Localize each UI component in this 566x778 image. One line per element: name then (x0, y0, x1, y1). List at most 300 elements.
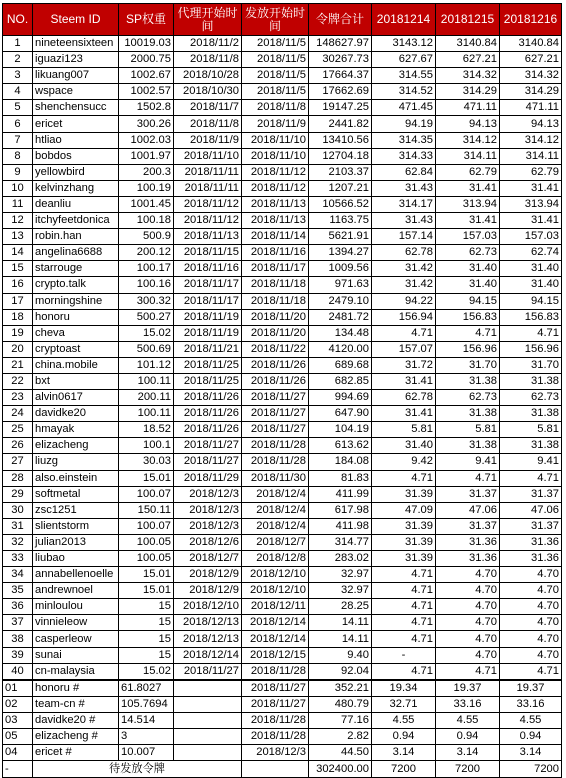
table-row (3, 100, 562, 116)
cell-total: 1009.56 (309, 261, 372, 277)
table-row (3, 373, 562, 389)
cell-proxy-start: 2018/11/29 (174, 470, 242, 486)
cell-total: 2441.82 (309, 116, 372, 132)
cell-date-1: 627.67 (372, 52, 436, 68)
table-row (3, 631, 562, 647)
cell-proxy-start: 2018/12/7 (174, 551, 242, 567)
cell-issue-start: 2018/12/10 (242, 567, 309, 583)
cell-steem-id: bobdos (33, 148, 119, 164)
cell-date-3: 31.36 (500, 551, 562, 567)
cell-proxy-start: 2018/11/16 (174, 261, 242, 277)
cell-sp: 61.8027 (119, 680, 174, 697)
cell-date-3: 47.06 (500, 502, 562, 518)
cell-issue-start: 2018/11/18 (242, 293, 309, 309)
cell-issue-start: 2018/12/4 (242, 502, 309, 518)
cell-date-3: 471.11 (500, 100, 562, 116)
cell-total: 617.98 (309, 502, 372, 518)
cell-issue-start: 2018/11/18 (242, 277, 309, 293)
cell-date-1: 5.81 (372, 422, 436, 438)
cell-steem-id: starrouge (33, 261, 119, 277)
table-row (3, 36, 562, 52)
cell-no: 26 (3, 438, 33, 454)
cell-sp: 3 (119, 729, 174, 745)
cell-steem-id: morningshine (33, 293, 119, 309)
cell-no: 11 (3, 196, 33, 212)
cell-date-2: 4.71 (436, 470, 500, 486)
cell-total: 411.98 (309, 518, 372, 534)
header-total: 令牌合计 (309, 4, 372, 36)
cell-no: 39 (3, 647, 33, 663)
cell-sp: 15.01 (119, 470, 174, 486)
cell-sp: 10019.03 (119, 36, 174, 52)
cell-proxy-start: 2018/11/25 (174, 373, 242, 389)
cell-no: 23 (3, 390, 33, 406)
cell-sp: 100.05 (119, 551, 174, 567)
table-row (3, 583, 562, 599)
cell-no: 17 (3, 293, 33, 309)
cell-proxy-start: 2018/11/7 (174, 100, 242, 116)
cell-date-3: 9.41 (500, 454, 562, 470)
cell-date-1: 31.40 (372, 438, 436, 454)
cell-proxy-start: 2018/11/21 (174, 341, 242, 357)
cell-issue-start: 2018/11/8 (242, 100, 309, 116)
cell-no: 40 (3, 663, 33, 680)
cell-issue-start: 2018/12/7 (242, 534, 309, 550)
header-date-1: 20181214 (372, 4, 436, 36)
cell-sp: 1001.45 (119, 196, 174, 212)
cell-no: 36 (3, 599, 33, 615)
cell-date-2: 314.32 (436, 68, 500, 84)
cell-proxy-start: 2018/11/10 (174, 148, 242, 164)
cell-date-3: 31.37 (500, 518, 562, 534)
table-row (3, 647, 562, 663)
cell-proxy-start: 2018/11/13 (174, 229, 242, 245)
cell-steem-id: yellowbird (33, 164, 119, 180)
cell-date-2: 19.37 (436, 680, 500, 697)
cell-no: 21 (3, 357, 33, 373)
cell-proxy-start: 2018/11/11 (174, 180, 242, 196)
cell-no: 1 (3, 36, 33, 52)
cell-sp: 1002.03 (119, 132, 174, 148)
cell-date-1: 314.55 (372, 68, 436, 84)
cell-total: 17662.69 (309, 84, 372, 100)
cell-steem-id: ericet (33, 116, 119, 132)
cell-no: 02 (3, 696, 33, 712)
cell-date-2: 471.11 (436, 100, 500, 116)
cell-date-1: 4.71 (372, 631, 436, 647)
cell-steem-id: davidke20 (33, 406, 119, 422)
cell-no: 4 (3, 84, 33, 100)
cell-total: 5621.91 (309, 229, 372, 245)
cell-date-2: 31.38 (436, 438, 500, 454)
table-row (3, 309, 562, 325)
footer-label: 待发放令牌 (33, 761, 242, 778)
cell-proxy-start (174, 729, 242, 745)
table-row (3, 406, 562, 422)
cell-issue-start: 2018/11/10 (242, 132, 309, 148)
hash-table-row (3, 696, 562, 712)
cell-steem-id: hmayak (33, 422, 119, 438)
cell-date-3: 5.81 (500, 422, 562, 438)
cell-proxy-start: 2018/11/8 (174, 52, 242, 68)
cell-issue-start: 2018/12/4 (242, 518, 309, 534)
cell-date-1: 19.34 (372, 680, 436, 697)
cell-date-3: 33.16 (500, 696, 562, 712)
cell-date-2: 3.14 (436, 745, 500, 761)
cell-proxy-start: 2018/12/9 (174, 583, 242, 599)
cell-total: 10566.52 (309, 196, 372, 212)
cell-total: 1394.27 (309, 245, 372, 261)
cell-issue-start: 2018/11/26 (242, 373, 309, 389)
cell-proxy-start: 2018/11/11 (174, 164, 242, 180)
cell-proxy-start: 2018/12/10 (174, 599, 242, 615)
cell-date-3: 31.36 (500, 534, 562, 550)
cell-date-1: 157.14 (372, 229, 436, 245)
cell-issue-start: 2018/12/4 (242, 486, 309, 502)
cell-date-2: 31.70 (436, 357, 500, 373)
cell-proxy-start (174, 745, 242, 761)
cell-date-2: 627.21 (436, 52, 500, 68)
table-row (3, 68, 562, 84)
table-row (3, 486, 562, 502)
cell-total: 134.48 (309, 325, 372, 341)
cell-no: 15 (3, 261, 33, 277)
cell-date-1: 0.94 (372, 729, 436, 745)
cell-date-1: 4.71 (372, 599, 436, 615)
cell-sp: 15 (119, 599, 174, 615)
cell-date-3: 94.15 (500, 293, 562, 309)
header-issue-start: 发放开始时间 (242, 4, 309, 36)
cell-issue-start: 2018/11/12 (242, 180, 309, 196)
cell-no: 20 (3, 341, 33, 357)
cell-proxy-start: 2018/12/3 (174, 502, 242, 518)
cell-date-3: 627.21 (500, 52, 562, 68)
cell-sp: 15 (119, 615, 174, 631)
cell-date-3: 4.70 (500, 647, 562, 663)
cell-proxy-start: 2018/12/3 (174, 518, 242, 534)
cell-date-3: 313.94 (500, 196, 562, 212)
table-row (3, 132, 562, 148)
table-row (3, 180, 562, 196)
cell-date-2: 94.13 (436, 116, 500, 132)
cell-date-2: 156.96 (436, 341, 500, 357)
cell-date-1: - (372, 647, 436, 663)
cell-proxy-start: 2018/11/27 (174, 438, 242, 454)
cell-sp: 1502.8 (119, 100, 174, 116)
cell-no: 13 (3, 229, 33, 245)
cell-steem-id: annabellenoelle (33, 567, 119, 583)
cell-total: 14.11 (309, 615, 372, 631)
cell-no: 2 (3, 52, 33, 68)
cell-steem-id: likuang007 (33, 68, 119, 84)
cell-date-1: 31.42 (372, 277, 436, 293)
cell-steem-id: liubao (33, 551, 119, 567)
cell-proxy-start (174, 680, 242, 697)
cell-date-3: 31.41 (500, 213, 562, 229)
table-row (3, 454, 562, 470)
cell-issue-start: 2018/11/28 (242, 454, 309, 470)
cell-steem-id: liuzg (33, 454, 119, 470)
cell-date-1: 32.71 (372, 696, 436, 712)
cell-steem-id: bxt (33, 373, 119, 389)
cell-total: 77.16 (309, 712, 372, 728)
cell-issue-start: 2018/11/20 (242, 309, 309, 325)
cell-sp: 1001.97 (119, 148, 174, 164)
cell-issue-start: 2018/11/28 (242, 438, 309, 454)
cell-date-3: 3.14 (500, 745, 562, 761)
cell-steem-id: wspace (33, 84, 119, 100)
cell-date-1: 314.52 (372, 84, 436, 100)
cell-proxy-start: 2018/11/17 (174, 277, 242, 293)
cell-date-3: 62.74 (500, 245, 562, 261)
cell-issue-start: 2018/11/27 (242, 680, 309, 697)
table-row (3, 615, 562, 631)
hash-table-row (3, 745, 562, 761)
table-row (3, 325, 562, 341)
cell-total: 184.08 (309, 454, 372, 470)
cell-date-3: 62.79 (500, 164, 562, 180)
cell-steem-id: cn-malaysia (33, 663, 119, 680)
cell-total: 613.62 (309, 438, 372, 454)
cell-date-1: 31.41 (372, 373, 436, 389)
cell-steem-id: vinnieleow (33, 615, 119, 631)
cell-no: 05 (3, 729, 33, 745)
cell-date-3: 314.29 (500, 84, 562, 100)
cell-sp: 100.11 (119, 373, 174, 389)
cell-sp: 100.05 (119, 534, 174, 550)
cell-date-3: 4.71 (500, 663, 562, 680)
cell-proxy-start: 2018/12/9 (174, 567, 242, 583)
cell-issue-start: 2018/11/10 (242, 148, 309, 164)
cell-steem-id: ericet # (33, 745, 119, 761)
cell-date-3: 314.12 (500, 132, 562, 148)
cell-total: 994.69 (309, 390, 372, 406)
cell-issue-start: 2018/12/11 (242, 599, 309, 615)
cell-no: 18 (3, 309, 33, 325)
cell-sp: 15 (119, 647, 174, 663)
cell-steem-id: slientstorm (33, 518, 119, 534)
cell-steem-id: cheva (33, 325, 119, 341)
cell-total: 28.25 (309, 599, 372, 615)
cell-sp: 1002.57 (119, 84, 174, 100)
cell-total: 13410.56 (309, 132, 372, 148)
cell-total: 352.21 (309, 680, 372, 697)
cell-date-2: 313.94 (436, 196, 500, 212)
cell-total: 689.68 (309, 357, 372, 373)
cell-steem-id: kelvinzhang (33, 180, 119, 196)
table-row (3, 438, 562, 454)
hash-table-row (3, 680, 562, 697)
cell-proxy-start: 2018/11/19 (174, 309, 242, 325)
cell-proxy-start: 2018/11/2 (174, 36, 242, 52)
cell-total: 17664.37 (309, 68, 372, 84)
cell-no: 27 (3, 454, 33, 470)
cell-sp: 15.02 (119, 325, 174, 341)
cell-date-3: 4.70 (500, 567, 562, 583)
cell-no: 5 (3, 100, 33, 116)
cell-date-2: 0.94 (436, 729, 500, 745)
cell-total: 9.40 (309, 647, 372, 663)
cell-no: 04 (3, 745, 33, 761)
cell-date-1: 4.71 (372, 325, 436, 341)
cell-issue-start: 2018/12/8 (242, 551, 309, 567)
cell-steem-id: crypto.talk (33, 277, 119, 293)
cell-total: 647.90 (309, 406, 372, 422)
cell-issue-start: 2018/11/20 (242, 325, 309, 341)
cell-no: 33 (3, 551, 33, 567)
cell-steem-id: htliao (33, 132, 119, 148)
cell-date-1: 4.71 (372, 567, 436, 583)
cell-date-3: 31.70 (500, 357, 562, 373)
table-row (3, 293, 562, 309)
cell-date-2: 31.37 (436, 518, 500, 534)
cell-issue-start: 2018/12/14 (242, 631, 309, 647)
table-row (3, 422, 562, 438)
cell-date-1: 4.55 (372, 712, 436, 728)
cell-no: 35 (3, 583, 33, 599)
cell-issue-start: 2018/11/26 (242, 357, 309, 373)
footer-no: - (3, 761, 33, 778)
cell-issue-start: 2018/11/17 (242, 261, 309, 277)
cell-steem-id: julian2013 (33, 534, 119, 550)
cell-steem-id: davidke20 # (33, 712, 119, 728)
cell-sp: 15.01 (119, 567, 174, 583)
cell-proxy-start: 2018/10/28 (174, 68, 242, 84)
cell-proxy-start: 2018/12/6 (174, 534, 242, 550)
cell-total: 30267.73 (309, 52, 372, 68)
cell-no: 01 (3, 680, 33, 697)
cell-no: 32 (3, 534, 33, 550)
footer-blank (242, 761, 309, 778)
cell-total: 32.97 (309, 567, 372, 583)
cell-date-2: 31.36 (436, 551, 500, 567)
cell-date-1: 31.43 (372, 180, 436, 196)
table-row (3, 277, 562, 293)
cell-issue-start: 2018/11/27 (242, 406, 309, 422)
cell-date-2: 4.70 (436, 631, 500, 647)
table-row (3, 518, 562, 534)
cell-date-2: 4.70 (436, 567, 500, 583)
cell-issue-start: 2018/11/28 (242, 663, 309, 680)
table-row (3, 52, 562, 68)
cell-proxy-start: 2018/11/19 (174, 325, 242, 341)
cell-sp: 300.32 (119, 293, 174, 309)
table-row (3, 470, 562, 486)
table-row (3, 196, 562, 212)
cell-date-2: 4.70 (436, 615, 500, 631)
cell-date-3: 31.41 (500, 180, 562, 196)
cell-total: 19147.25 (309, 100, 372, 116)
cell-steem-id: nineteensixteen (33, 36, 119, 52)
table-row (3, 390, 562, 406)
cell-date-1: 4.71 (372, 583, 436, 599)
cell-steem-id: elizacheng # (33, 729, 119, 745)
cell-date-3: 4.55 (500, 712, 562, 728)
cell-issue-start: 2018/12/10 (242, 583, 309, 599)
cell-steem-id: andrewnoel (33, 583, 119, 599)
cell-steem-id: angelina6688 (33, 245, 119, 261)
cell-issue-start: 2018/11/5 (242, 36, 309, 52)
cell-date-3: 4.70 (500, 583, 562, 599)
cell-proxy-start (174, 712, 242, 728)
cell-date-1: 31.72 (372, 357, 436, 373)
cell-sp: 30.03 (119, 454, 174, 470)
cell-sp: 2000.75 (119, 52, 174, 68)
cell-issue-start: 2018/11/27 (242, 696, 309, 712)
cell-date-1: 471.45 (372, 100, 436, 116)
header-date-2: 20181215 (436, 4, 500, 36)
cell-date-2: 4.70 (436, 647, 500, 663)
cell-date-1: 31.39 (372, 518, 436, 534)
cell-issue-start: 2018/11/27 (242, 422, 309, 438)
cell-proxy-start: 2018/12/13 (174, 631, 242, 647)
cell-proxy-start: 2018/11/17 (174, 293, 242, 309)
cell-sp: 100.16 (119, 277, 174, 293)
cell-no: 37 (3, 615, 33, 631)
cell-date-2: 31.40 (436, 277, 500, 293)
cell-date-2: 156.83 (436, 309, 500, 325)
cell-proxy-start: 2018/11/8 (174, 116, 242, 132)
cell-total: 14.11 (309, 631, 372, 647)
cell-sp: 100.1 (119, 438, 174, 454)
cell-issue-start: 2018/11/16 (242, 245, 309, 261)
table-row (3, 84, 562, 100)
hash-table-body (3, 680, 562, 761)
cell-date-2: 314.12 (436, 132, 500, 148)
table-row (3, 567, 562, 583)
cell-date-1: 62.84 (372, 164, 436, 180)
cell-date-1: 157.07 (372, 341, 436, 357)
cell-date-1: 31.39 (372, 534, 436, 550)
cell-proxy-start: 2018/11/27 (174, 454, 242, 470)
cell-proxy-start: 2018/11/26 (174, 390, 242, 406)
cell-total: 2479.10 (309, 293, 372, 309)
cell-date-2: 4.55 (436, 712, 500, 728)
cell-steem-id: casperleow (33, 631, 119, 647)
table-row (3, 341, 562, 357)
cell-date-3: 94.13 (500, 116, 562, 132)
cell-total: 32.97 (309, 583, 372, 599)
cell-no: 29 (3, 486, 33, 502)
cell-sp: 200.11 (119, 390, 174, 406)
cell-issue-start: 2018/11/9 (242, 116, 309, 132)
cell-proxy-start: 2018/11/15 (174, 245, 242, 261)
cell-total: 12704.18 (309, 148, 372, 164)
cell-total: 2.82 (309, 729, 372, 745)
table-row (3, 213, 562, 229)
cell-issue-start: 2018/12/15 (242, 647, 309, 663)
cell-date-3: 31.38 (500, 438, 562, 454)
cell-date-3: 19.37 (500, 680, 562, 697)
footer-row (3, 761, 562, 778)
cell-date-1: 31.42 (372, 261, 436, 277)
cell-issue-start: 2018/11/12 (242, 164, 309, 180)
cell-date-2: 31.38 (436, 406, 500, 422)
table-row (3, 229, 562, 245)
table-row (3, 148, 562, 164)
table-row (3, 261, 562, 277)
cell-sp: 100.11 (119, 406, 174, 422)
cell-sp: 200.12 (119, 245, 174, 261)
cell-date-3: 31.38 (500, 373, 562, 389)
cell-date-3: 156.96 (500, 341, 562, 357)
cell-date-1: 4.71 (372, 663, 436, 680)
cell-total: 81.83 (309, 470, 372, 486)
cell-no: 03 (3, 712, 33, 728)
cell-sp: 10.007 (119, 745, 174, 761)
table-row (3, 599, 562, 615)
cell-date-2: 31.41 (436, 213, 500, 229)
